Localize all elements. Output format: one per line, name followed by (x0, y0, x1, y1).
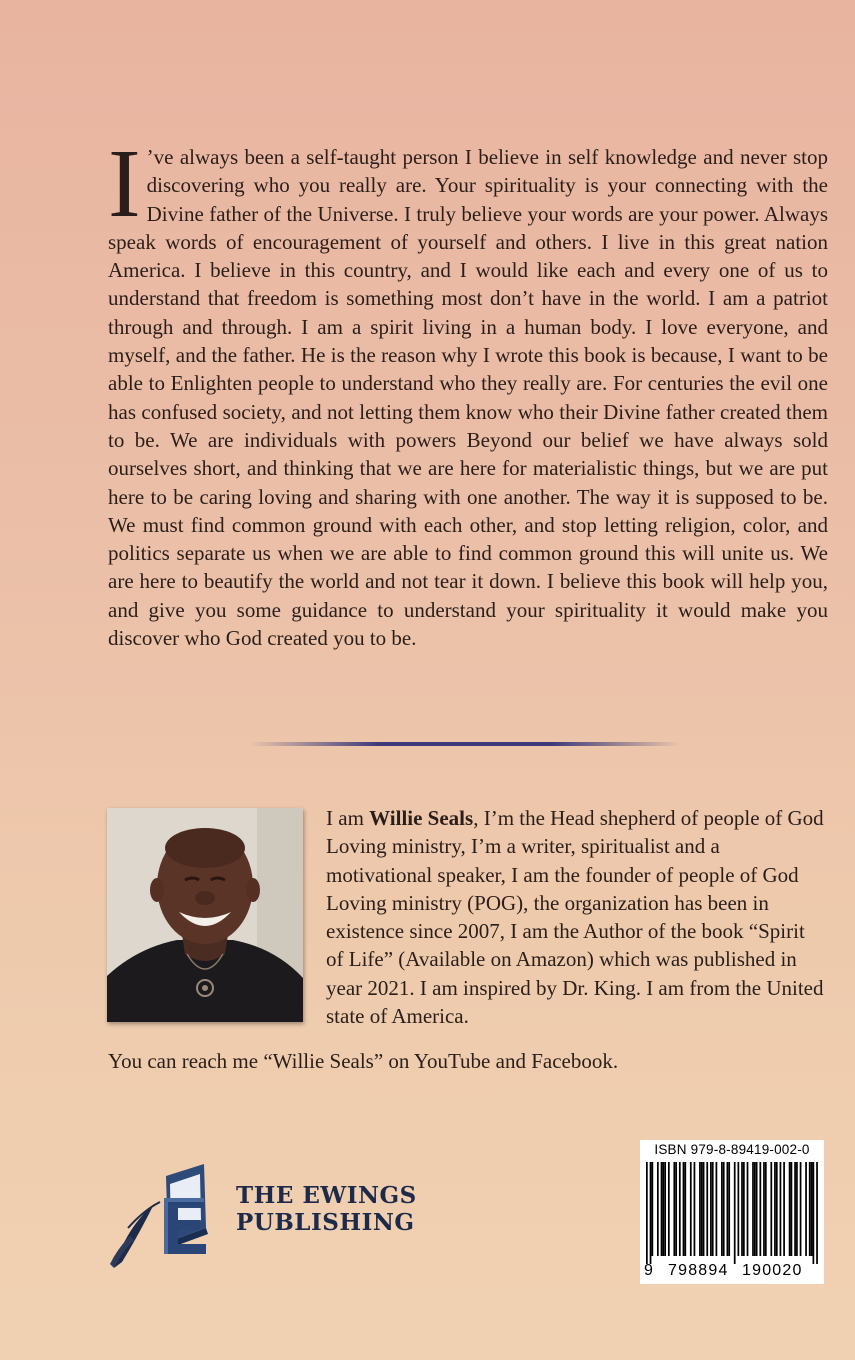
barcode-bar (699, 1162, 701, 1256)
publisher-name (236, 1182, 417, 1236)
publisher-logo (108, 1158, 428, 1270)
barcode-bar (816, 1162, 818, 1264)
barcode-bar (811, 1162, 813, 1256)
barcode-bar (774, 1162, 776, 1256)
barcode-bar (706, 1162, 708, 1256)
isbn-digit-first: 9 (644, 1262, 655, 1279)
book-quill-icon (108, 1158, 238, 1270)
barcode-bar (789, 1162, 791, 1256)
contact-line: You can reach me “Willie Seals” on YouTube and Facebook. (108, 1049, 619, 1073)
isbn-digits-left: 798894 (668, 1262, 729, 1279)
barcode-bar (694, 1162, 696, 1256)
barcode-bar (662, 1162, 664, 1256)
barcode-bar (716, 1162, 718, 1256)
section-divider (250, 742, 680, 746)
barcode-bar (651, 1162, 653, 1256)
barcode-bar (683, 1162, 685, 1256)
barcode-bar (661, 1162, 663, 1256)
barcode-bars (646, 1162, 818, 1264)
author-bio (326, 804, 826, 1030)
barcode-bar (776, 1162, 778, 1256)
barcode-bar (743, 1162, 745, 1256)
bio-text: , I’m the Head shepherd of people of God Loving ministry, I’m a writer, spiritualist and a motivational speaker, I am the founder of people of God Loving ministry (POG), the organization has been in existence since 2007, I am the Author of the book “Spirit of Life” (Available on Amazon) which was published in year 2021. I am inspired by Dr. King. I am from the United state of America. (326, 806, 824, 1029)
barcode-bar (780, 1162, 782, 1256)
barcode-bar (721, 1162, 723, 1256)
barcode-bar (794, 1162, 796, 1256)
barcode-bar (791, 1162, 793, 1256)
barcode-bar (796, 1162, 798, 1256)
publisher-line1: THE EWINGS (236, 1182, 417, 1209)
barcode-bar (800, 1162, 802, 1256)
barcode-bar (703, 1162, 705, 1256)
barcode-bar (679, 1162, 681, 1256)
barcode-bar (747, 1162, 749, 1256)
back-cover-blurb (108, 130, 828, 652)
isbn-label: ISBN 979-8-89419-002-0 (654, 1142, 810, 1157)
barcode-bar (763, 1162, 765, 1256)
barcode-bar (741, 1162, 743, 1256)
barcode-bar (684, 1162, 686, 1256)
barcode-bar (759, 1162, 761, 1256)
barcode-bar (646, 1162, 648, 1264)
barcode-bar (712, 1162, 714, 1256)
barcode-bar (657, 1162, 659, 1256)
barcode-bar (650, 1162, 652, 1264)
barcode-bar (710, 1162, 712, 1256)
barcode-bar (805, 1162, 807, 1256)
isbn-barcode (640, 1140, 824, 1284)
barcode-bar (728, 1162, 730, 1256)
barcode-bar (783, 1162, 785, 1256)
bio-intro: I am (326, 806, 370, 830)
drop-cap: I (108, 130, 141, 238)
author-name: Willie Seals (369, 806, 474, 830)
barcode-bar (673, 1162, 675, 1256)
barcode-bar (754, 1162, 756, 1256)
publisher-line2: PUBLISHING (236, 1209, 415, 1236)
barcode-bar (770, 1162, 772, 1256)
barcode-bar (723, 1162, 725, 1256)
blurb-text: ’ve always been a self-taught person I believe in self knowledge and never stop discovering who you really are. Your spirituality is your connecting with the Divine father of the Universe. I truly believe your words are your power. Always speak words of encouragement of yourself and others. I live in this great nation America. I believe in this country, and I would like each and every one of us to understand that freedom is something most don’t have in the world. I am a patriot through and through. I am a spirit living in a human body. I love everyone, and myself, and the father. He is the reason why I wrote this book is because, I want to be able to Enlighten people to understand who they really are. For centuries the evil one has confused society, and not letting them know who their Divine father created them to be. We are individuals with powers Beyond our belief we have always sold ourselves short, and thinking that we are here for materialistic things, but we are put here to be caring loving and sharing with one another. The way it is supposed to be. We must find common ground with each other, and stop letting religion, color, and politics separate us when we are able to find common ground this will unite us. We are here to beautify the world and not tear it down. I believe this book will help you, and give you some guidance to understand your spirituality it would make you discover who God created you to be. (108, 145, 828, 651)
barcode-bar (701, 1162, 703, 1256)
barcode-bar (813, 1162, 815, 1264)
barcode-bar (675, 1162, 677, 1256)
barcode-bar (727, 1162, 729, 1256)
barcode-bar (756, 1162, 758, 1256)
barcode-bar (765, 1162, 767, 1256)
barcode-bar (809, 1162, 811, 1256)
barcode-bar (664, 1162, 666, 1256)
barcode-bar (690, 1162, 692, 1256)
barcode-bar (734, 1162, 736, 1264)
isbn-digits-right: 190020 (742, 1262, 803, 1279)
barcode-bar (737, 1162, 739, 1256)
author-photo (107, 808, 303, 1022)
barcode-bar (752, 1162, 754, 1256)
barcode-bar (668, 1162, 670, 1256)
